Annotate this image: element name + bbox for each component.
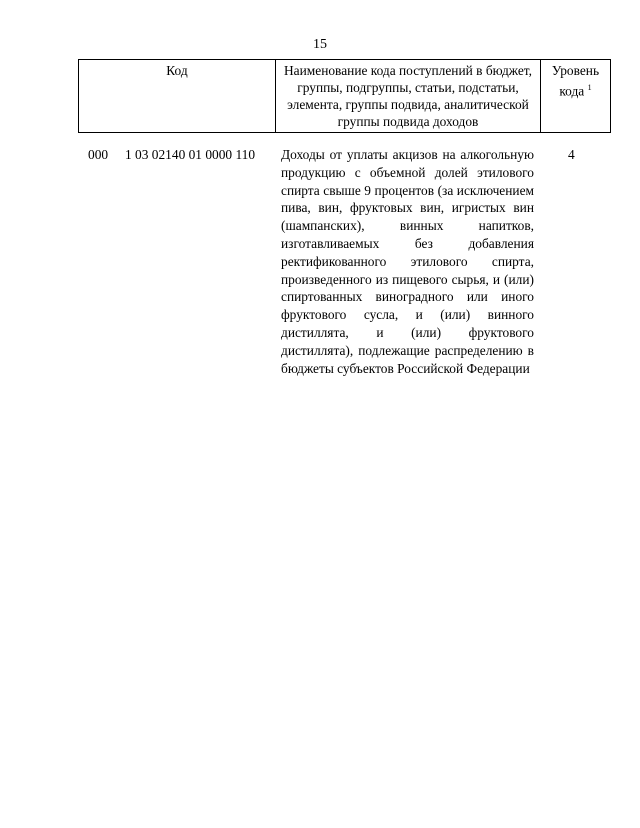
table-header [78, 59, 611, 133]
header-name: Наименование кода поступлений в бюджет, группы, подгруппы, статьи, подстатьи, элемента, группы подвида, аналитической группы подвида доходов [276, 60, 541, 133]
header-level-footnote: 1 [587, 83, 592, 92]
header-code: Код [79, 60, 276, 133]
header-level [541, 60, 611, 133]
header-row [79, 60, 611, 133]
code-prefix: 000 [88, 147, 109, 162]
header-level-label: Уровень кода [551, 63, 600, 99]
revenue-code: 1 03 02140 01 0000 110 [125, 147, 256, 162]
revenue-name: Доходы от уплаты акцизов на алкогольную продукцию с объемной долей этилового спирта свыше 9 процентов (за исключением пива, вин, фруктовых вин, игристых вин (шампанских), винных напитков, изготавливаемых без добавления ректификованного этилового спирта, произведенного из пищевого сырья, и (или) спиртованных виноградного или иного фруктового сусла, и (или) винного дистиллята, и (или) фруктового дистиллята), подлежащие распределению в бюджеты субъектов Российской Федерации [281, 147, 534, 376]
page-number: 15 [313, 37, 327, 52]
code-level: 4 [568, 147, 575, 162]
